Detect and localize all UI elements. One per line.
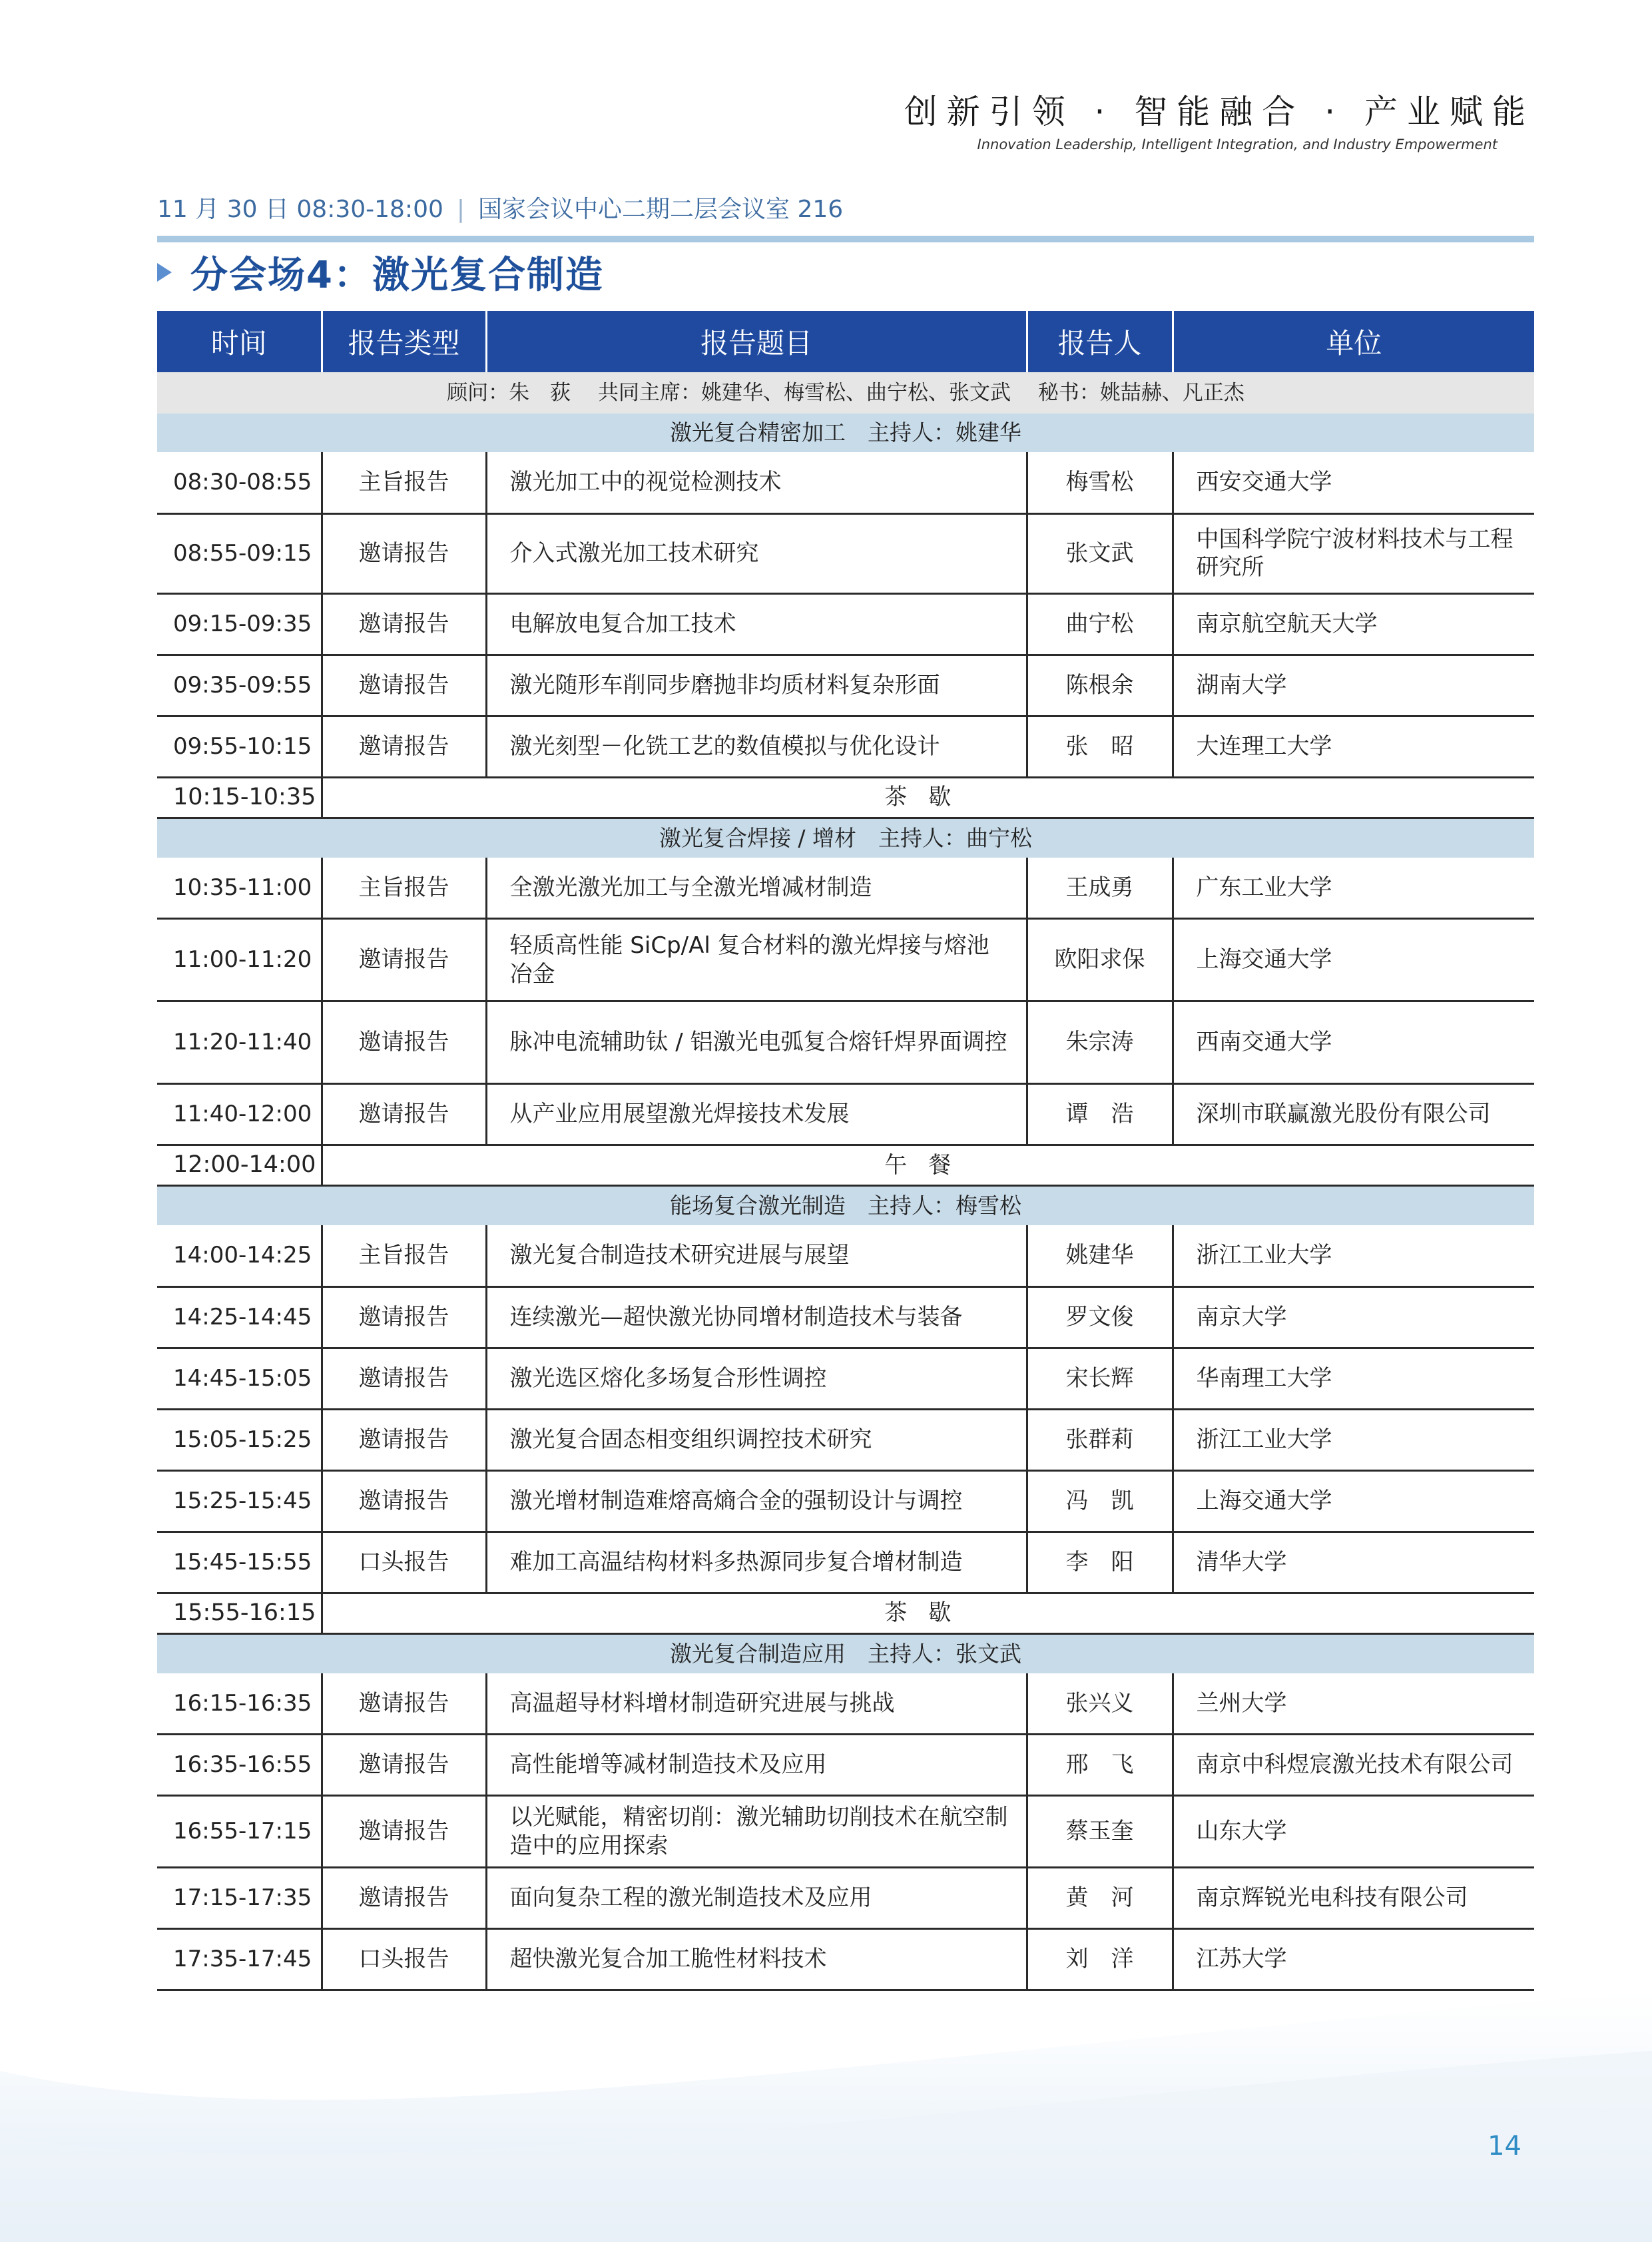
- break-label: 茶歇: [322, 1593, 1534, 1633]
- org-cell: 浙江工业大学: [1173, 1409, 1534, 1470]
- speaker-cell: 邢 飞: [1027, 1735, 1173, 1796]
- org-cell: 上海交通大学: [1173, 1470, 1534, 1532]
- speaker-cell: 黄 河: [1027, 1868, 1173, 1929]
- table-row: [157, 1532, 1534, 1593]
- org-cell: 兰州大学: [1173, 1673, 1534, 1735]
- agenda-table: [157, 311, 1534, 1991]
- section-title: [157, 249, 604, 296]
- time-cell: 11:20-11:40: [157, 1001, 322, 1084]
- org-cell: 江苏大学: [1173, 1929, 1534, 1990]
- speaker-cell: 蔡玉奎: [1027, 1796, 1173, 1868]
- topic-cell: 难加工高温结构材料多热源同步复合增材制造: [486, 1532, 1027, 1593]
- org-cell: 大连理工大学: [1173, 716, 1534, 777]
- topic-cell: 激光复合制造技术研究进展与展望: [486, 1225, 1027, 1286]
- speaker-cell: 张群莉: [1027, 1409, 1173, 1470]
- type-cell: 口头报告: [322, 1532, 486, 1593]
- table-row: [157, 716, 1534, 777]
- topic-cell: 电解放电复合加工技术: [486, 593, 1027, 655]
- header-slogan: 创新引领 · 智能融合 · 产业赋能: [904, 93, 1535, 131]
- page-number: 14: [1488, 2131, 1521, 2161]
- background-wave-decoration: [0, 1971, 1652, 2242]
- table-row: [157, 1796, 1534, 1868]
- org-cell: 华南理工大学: [1173, 1348, 1534, 1409]
- org-cell: 南京中科煜宸激光技术有限公司: [1173, 1735, 1534, 1796]
- time-cell: 11:00-11:20: [157, 919, 322, 1001]
- time-cell: 17:15-17:35: [157, 1868, 322, 1929]
- speaker-cell: 刘 洋: [1027, 1929, 1173, 1990]
- session-title: 分会场4：激光复合制造: [190, 254, 604, 297]
- org-cell: 广东工业大学: [1173, 858, 1534, 919]
- time-cell: 09:15-09:35: [157, 593, 322, 655]
- table-row: [157, 655, 1534, 716]
- break-time: 10:15-10:35: [157, 777, 322, 818]
- time-cell: 09:55-10:15: [157, 716, 322, 777]
- org-cell: 浙江工业大学: [1173, 1225, 1534, 1286]
- table-row: [157, 1225, 1534, 1286]
- advisor-line: 顾问：朱 荻 共同主席：姚建华、梅雪松、曲宁松、张文武 秘书：姚喆赫、凡正杰: [157, 372, 1534, 414]
- time-cell: 14:45-15:05: [157, 1348, 322, 1409]
- type-cell: 邀请报告: [322, 1409, 486, 1470]
- table-row: [157, 1470, 1534, 1532]
- speaker-cell: 姚建华: [1027, 1225, 1173, 1286]
- subheader-row: [157, 1186, 1534, 1226]
- speaker-cell: 曲宁松: [1027, 593, 1173, 655]
- type-cell: 邀请报告: [322, 1796, 486, 1868]
- org-cell: 南京航空航天大学: [1173, 593, 1534, 655]
- block-title: 激光复合精密加工 主持人：姚建华: [157, 414, 1534, 452]
- table-row: [157, 1084, 1534, 1145]
- time-cell: 15:05-15:25: [157, 1409, 322, 1470]
- break-label: 茶歇: [322, 777, 1534, 818]
- separator: |: [456, 196, 465, 223]
- speaker-cell: 张 昭: [1027, 716, 1173, 777]
- header-slogan-english: Innovation Leadership, Intelligent Integration, and Industry Empowerment: [977, 137, 1498, 152]
- table-row: [157, 1286, 1534, 1348]
- topic-cell: 脉冲电流辅助钛 / 铝激光电弧复合熔钎焊界面调控: [486, 1001, 1027, 1084]
- subheader-row: [157, 414, 1534, 452]
- type-cell: 邀请报告: [322, 1868, 486, 1929]
- time-cell: 08:30-08:55: [157, 452, 322, 513]
- time-cell: 16:15-16:35: [157, 1673, 322, 1735]
- type-cell: 邀请报告: [322, 513, 486, 593]
- break-row: [157, 1145, 1534, 1186]
- topic-cell: 激光加工中的视觉检测技术: [486, 452, 1027, 513]
- topic-cell: 以光赋能，精密切削：激光辅助切削技术在航空制造中的应用探索: [486, 1796, 1027, 1868]
- table-row: [157, 593, 1534, 655]
- table-header-row: [157, 311, 1534, 372]
- speaker-cell: 罗文俊: [1027, 1286, 1173, 1348]
- topic-cell: 激光增材制造难熔高熵合金的强韧设计与调控: [486, 1470, 1027, 1532]
- topic-cell: 介入式激光加工技术研究: [486, 513, 1027, 593]
- block-title: 激光复合焊接 / 增材 主持人：曲宁松: [157, 818, 1534, 858]
- table-row: [157, 1409, 1534, 1470]
- speaker-cell: 王成勇: [1027, 858, 1173, 919]
- time-cell: 10:35-11:00: [157, 858, 322, 919]
- type-cell: 邀请报告: [322, 1470, 486, 1532]
- session-info: [157, 190, 843, 224]
- table-row: [157, 1001, 1534, 1084]
- time-cell: 08:55-09:15: [157, 513, 322, 593]
- speaker-cell: 朱宗涛: [1027, 1001, 1173, 1084]
- header-time: 时间: [157, 311, 322, 372]
- subheader-row: [157, 818, 1534, 858]
- header-topic: 报告题目: [486, 311, 1027, 372]
- speaker-cell: 梅雪松: [1027, 452, 1173, 513]
- org-cell: 中国科学院宁波材料技术与工程研究所: [1173, 513, 1534, 593]
- subheader-row: [157, 1633, 1534, 1673]
- type-cell: 邀请报告: [322, 1348, 486, 1409]
- block-title: 激光复合制造应用 主持人：张文武: [157, 1633, 1534, 1673]
- topic-cell: 全激光激光加工与全激光增减材制造: [486, 858, 1027, 919]
- type-cell: 邀请报告: [322, 919, 486, 1001]
- type-cell: 邀请报告: [322, 1001, 486, 1084]
- time-cell: 16:55-17:15: [157, 1796, 322, 1868]
- topic-cell: 面向复杂工程的激光制造技术及应用: [486, 1868, 1027, 1929]
- break-row: [157, 1593, 1534, 1633]
- table-row: [157, 1348, 1534, 1409]
- header-org: 单位: [1173, 311, 1534, 372]
- table-row: [157, 1673, 1534, 1735]
- table-row: [157, 1735, 1534, 1796]
- break-time: 12:00-14:00: [157, 1145, 322, 1186]
- type-cell: 邀请报告: [322, 716, 486, 777]
- type-cell: 口头报告: [322, 1929, 486, 1990]
- time-cell: 16:35-16:55: [157, 1735, 322, 1796]
- time-cell: 09:35-09:55: [157, 655, 322, 716]
- session-venue: 国家会议中心二期二层会议室 216: [478, 196, 844, 223]
- time-cell: 14:25-14:45: [157, 1286, 322, 1348]
- org-cell: 南京辉锐光电科技有限公司: [1173, 1868, 1534, 1929]
- speaker-cell: 谭 浩: [1027, 1084, 1173, 1145]
- speaker-cell: 张文武: [1027, 513, 1173, 593]
- topic-cell: 激光刻型－化铣工艺的数值模拟与优化设计: [486, 716, 1027, 777]
- speaker-cell: 冯 凯: [1027, 1470, 1173, 1532]
- type-cell: 邀请报告: [322, 1084, 486, 1145]
- org-cell: 上海交通大学: [1173, 919, 1534, 1001]
- time-cell: 14:00-14:25: [157, 1225, 322, 1286]
- type-cell: 邀请报告: [322, 655, 486, 716]
- org-cell: 西安交通大学: [1173, 452, 1534, 513]
- type-cell: 主旨报告: [322, 858, 486, 919]
- topic-cell: 连续激光—超快激光协同增材制造技术与装备: [486, 1286, 1027, 1348]
- table-row: [157, 452, 1534, 513]
- table-row: [157, 513, 1534, 593]
- topic-cell: 激光复合固态相变组织调控技术研究: [486, 1409, 1027, 1470]
- table-row: [157, 1868, 1534, 1929]
- time-cell: 15:25-15:45: [157, 1470, 322, 1532]
- speaker-cell: 欧阳求保: [1027, 919, 1173, 1001]
- org-cell: 西南交通大学: [1173, 1001, 1534, 1084]
- type-cell: 邀请报告: [322, 593, 486, 655]
- speaker-cell: 陈根余: [1027, 655, 1173, 716]
- divider-rule: [157, 236, 1534, 242]
- speaker-cell: 张兴义: [1027, 1673, 1173, 1735]
- topic-cell: 从产业应用展望激光焊接技术发展: [486, 1084, 1027, 1145]
- block-title: 能场复合激光制造 主持人：梅雪松: [157, 1186, 1534, 1226]
- type-cell: 邀请报告: [322, 1286, 486, 1348]
- break-time: 15:55-16:15: [157, 1593, 322, 1633]
- topic-cell: 超快激光复合加工脆性材料技术: [486, 1929, 1027, 1990]
- triangle-bullet-icon: [157, 263, 172, 282]
- org-cell: 南京大学: [1173, 1286, 1534, 1348]
- table-row: [157, 1929, 1534, 1990]
- speaker-cell: 宋长辉: [1027, 1348, 1173, 1409]
- topic-cell: 轻质高性能 SiCp/Al 复合材料的激光焊接与熔池冶金: [486, 919, 1027, 1001]
- session-date-time: 11 月 30 日 08:30-18:00: [157, 196, 443, 223]
- type-cell: 主旨报告: [322, 1225, 486, 1286]
- org-cell: 湖南大学: [1173, 655, 1534, 716]
- topic-cell: 高性能增等减材制造技术及应用: [486, 1735, 1027, 1796]
- table-row: [157, 858, 1534, 919]
- topic-cell: 激光选区熔化多场复合形性调控: [486, 1348, 1027, 1409]
- type-cell: 邀请报告: [322, 1735, 486, 1796]
- time-cell: 15:45-15:55: [157, 1532, 322, 1593]
- topic-cell: 高温超导材料增材制造研究进展与挑战: [486, 1673, 1027, 1735]
- header-type: 报告类型: [322, 311, 486, 372]
- header-speaker: 报告人: [1027, 311, 1173, 372]
- time-cell: 17:35-17:45: [157, 1929, 322, 1990]
- time-cell: 11:40-12:00: [157, 1084, 322, 1145]
- advisor-row: [157, 372, 1534, 414]
- org-cell: 清华大学: [1173, 1532, 1534, 1593]
- table-row: [157, 919, 1534, 1001]
- type-cell: 邀请报告: [322, 1673, 486, 1735]
- speaker-cell: 李 阳: [1027, 1532, 1173, 1593]
- type-cell: 主旨报告: [322, 452, 486, 513]
- break-label: 午餐: [322, 1145, 1534, 1186]
- break-row: [157, 777, 1534, 818]
- org-cell: 山东大学: [1173, 1796, 1534, 1868]
- org-cell: 深圳市联赢激光股份有限公司: [1173, 1084, 1534, 1145]
- topic-cell: 激光随形车削同步磨抛非均质材料复杂形面: [486, 655, 1027, 716]
